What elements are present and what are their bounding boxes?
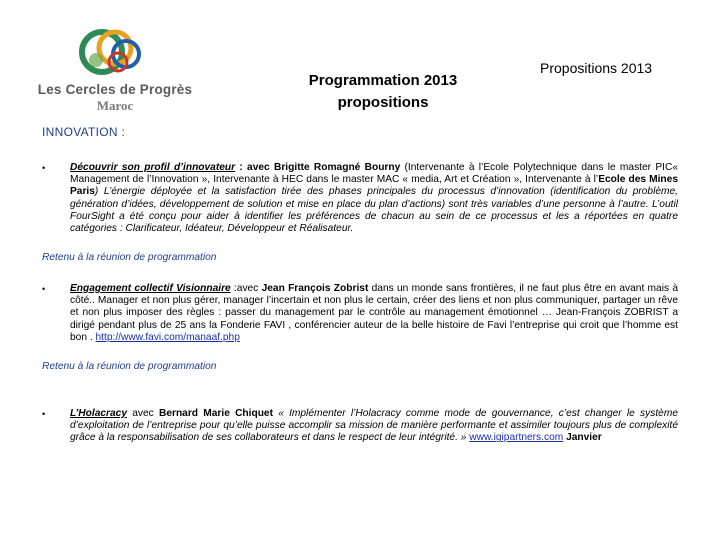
school-name: Ecole des Mines Paris [70,174,678,198]
topic-title: L’Holacracy [70,408,128,419]
bullet-icon: • [42,284,46,294]
list-item [42,162,678,250]
external-link[interactable]: www.igipartners.com [469,432,564,444]
page-title [283,70,483,114]
bullet-icon: • [42,163,46,173]
topic-quote: « Implémenter l’Holacracy comme mode de gouvernance, c’est changer le système d’exploitation de l’entreprise pour qu’elle puisse accomplir sa mission de manière performante et assimiler toujours plus de complexité grâce à la responsabilisation de ses collaborateurs et dans le respect de leur intégrité. » [70,408,678,444]
status-note: Retenu à la réunion de programmation [42,252,217,263]
separator: :avec [230,283,262,294]
page-title-line1: Programmation 2013 [308,72,458,89]
presenter-details: dans un monde sans frontières, il ne faut plus être en avant mais à côté.. Manager et non plus gérer, manager l’incertain et non plus le certain, créer des liens et non plus communiquer, partager un rêve et non plus imposer des règles : passer du management par le contrôle au management émotionnel … Jean-François ZOBRIST a dirigé pendant plus de 25 ans la Fonderie FAVI , conférencier auteur de la belle histoire de Favi l’entreprise qui croit que l’homme est bon . [70,283,678,343]
logo-emblem-icon [30,22,200,80]
header-right-label: Propositions 2013 [540,60,653,76]
section-title: INNOVATION : [42,125,126,139]
list-item-body [70,162,678,235]
topic-title: Engagement collectif Visionnaire [70,283,231,294]
page-title-line2: propositions [337,94,429,111]
separator: : [235,162,248,173]
list-item [42,283,678,359]
bullet-icon: • [42,409,46,419]
presenter-details: (Intervenante à l’Ecole Polytechnique dans le master PIC« Management de l’Innovation », Intervenante à HEC dans le master MAC « media, Art et Création », Intervenante à l’ [70,162,678,186]
separator: avec [127,408,159,419]
status-note: Retenu à la réunion de programmation [42,361,217,372]
organization-logo [30,22,200,114]
list-item [42,408,678,460]
presenter-name: Bernard Marie Chiquet [158,408,273,419]
topic-title: Découvrir son profil d’innovateur [70,162,236,173]
external-link[interactable]: http://www.favi.com/manaaf.php [95,331,240,343]
schedule-month: Janvier [563,432,602,444]
presenter-name: Jean François Zobrist [261,283,369,294]
list-item-body [70,283,678,344]
logo-subtitle: Maroc [96,98,134,113]
topic-description: ) L’énergie déployée et la satisfaction tirée des phases principales du processus d’innovation (identification du problème, génération d’idées, développement de solution et mise en place du plan d’actions) sont très variables d’une personne à l’autre. L’outil FourSight a été conçu pour aider à identifier les préférences de chacun au sein de ce processus et les a réportées en quatre catégories : Clarificateur, Idéateur, Développeur et Réalisateur. [70,186,678,235]
list-item-body [70,408,678,445]
presenter-name: avec Brigitte Romagné Bourny [247,162,401,173]
logo-name: Les Cercles de Progrès [37,82,193,97]
